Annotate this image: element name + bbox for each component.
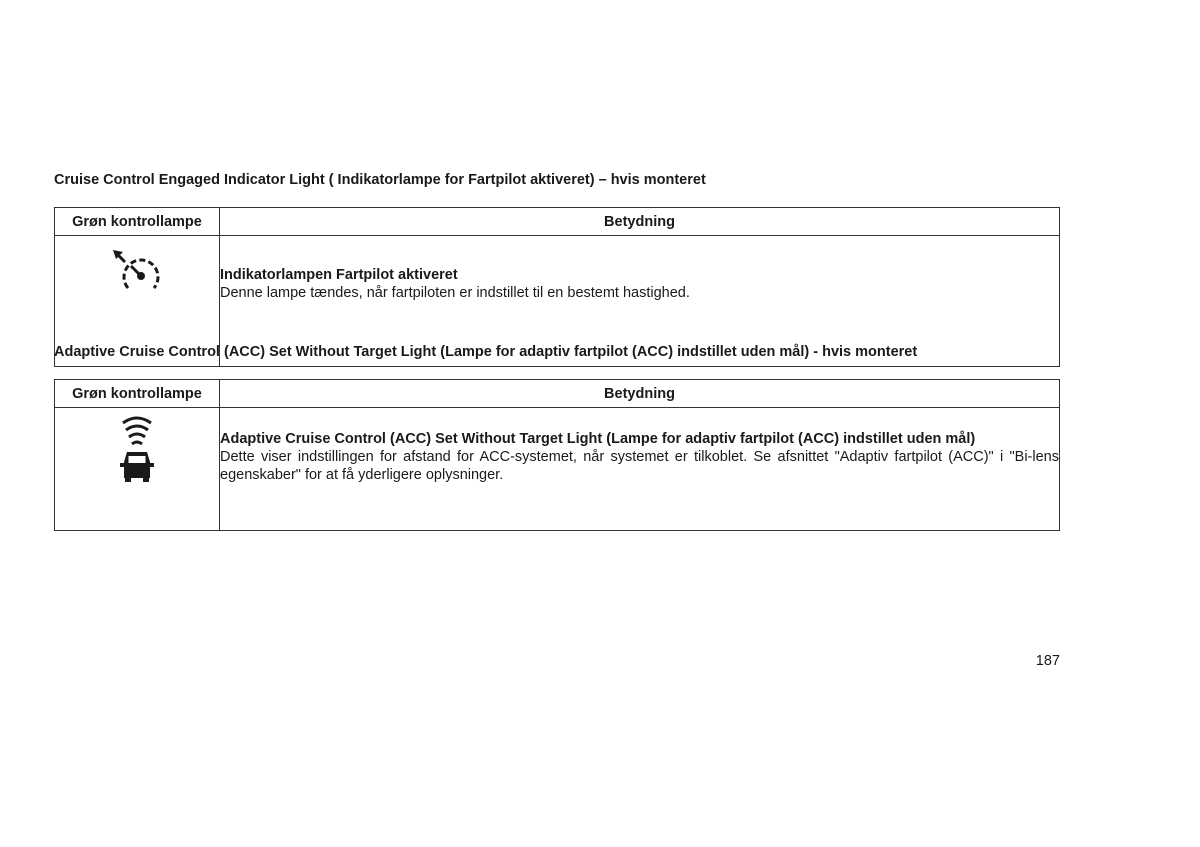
- table-row: [55, 408, 1060, 531]
- indicator-description: Denne lampe tændes, når fartpiloten er indstillet til en bestemt hastighed.: [220, 285, 690, 301]
- column-header-lamp: Grøn kontrollampe: [55, 208, 220, 236]
- section-heading-acc: Adaptive Cruise Control (ACC) Set Without Target Light (Lampe for adaptiv fartpilot (ACC) indstillet uden mål) - hvis monteret: [54, 344, 918, 360]
- indicator-description: Dette viser indstillingen for afstand for ACC-systemet, når systemet er tilkoblet. Se afsnittet "Adaptiv fartpilot (ACC)" i "Bi-lens egenskaber" for at få yderligere oplysninger.: [220, 449, 1059, 483]
- section-heading-cruise-control: Cruise Control Engaged Indicator Light ( Indikatorlampe for Fartpilot aktiveret) – hvis monteret: [54, 172, 706, 188]
- lamp-cell: [55, 408, 220, 531]
- acc-car-waves-icon: [117, 412, 157, 488]
- indicator-title: Adaptive Cruise Control (ACC) Set Without Target Light (Lampe for adaptiv fartpilot (ACC) indstillet uden mål): [220, 431, 976, 447]
- column-header-meaning: Betydning: [220, 380, 1060, 408]
- page-number: 187: [1035, 653, 1060, 669]
- indicator-title: Indikatorlampen Fartpilot aktiveret: [220, 267, 458, 283]
- cruise-control-indicator-table: [54, 207, 1060, 367]
- column-header-lamp: Grøn kontrollampe: [55, 380, 220, 408]
- acc-indicator-table: [54, 379, 1060, 531]
- description-cell: [220, 408, 1060, 531]
- cruise-control-speedometer-icon: [111, 248, 163, 302]
- column-header-meaning: Betydning: [220, 208, 1060, 236]
- table-header-row: [55, 380, 1060, 408]
- table-header-row: [55, 208, 1060, 236]
